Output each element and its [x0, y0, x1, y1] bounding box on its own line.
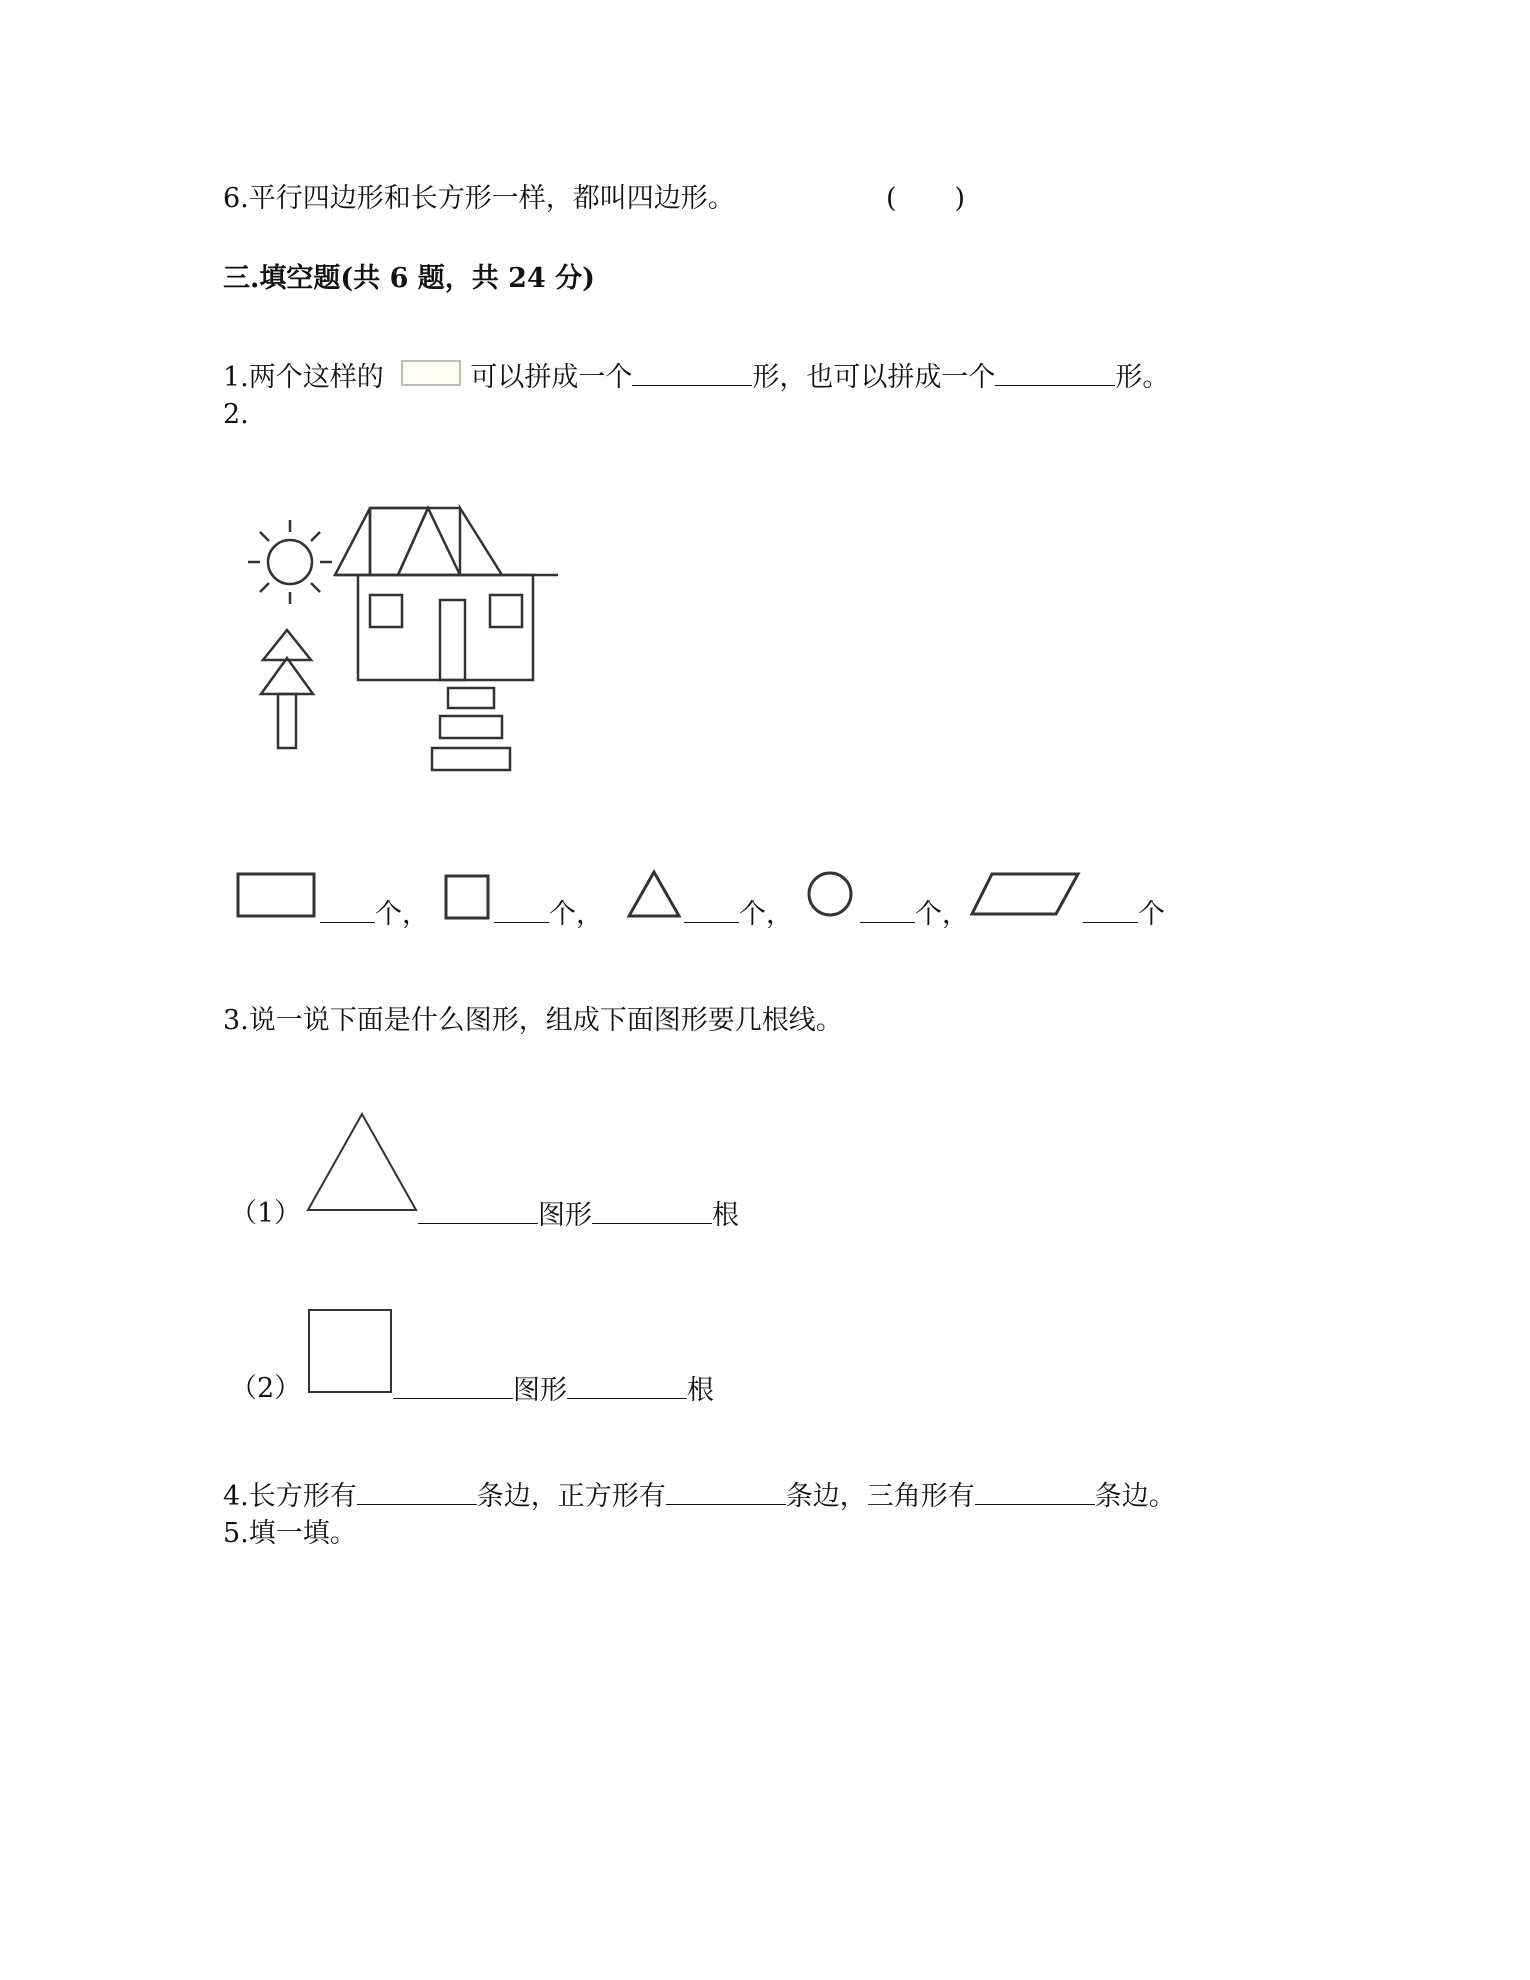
fill4-blank-3[interactable]	[975, 1478, 1095, 1505]
triangle-icon	[629, 872, 679, 916]
fill4-p2: 条边，正方形有	[476, 1481, 666, 1512]
count-unit: 个，	[375, 899, 429, 930]
count-item-1	[320, 896, 429, 932]
fill3-item2-mid: 图形	[513, 1375, 567, 1406]
square-icon	[446, 876, 488, 918]
section-title	[223, 262, 595, 296]
question-6-text: 6.平行四边形和长方形一样，都叫四边形。	[223, 183, 735, 214]
count-blank-triangle[interactable]	[684, 896, 739, 923]
square-icon	[309, 1310, 391, 1392]
fill-question-1	[223, 359, 1169, 395]
fill3-item2-square	[306, 1307, 394, 1395]
small-rectangle-icon	[400, 359, 462, 389]
fill4-blank-2[interactable]	[666, 1478, 786, 1505]
fill3-item1-triangle	[304, 1110, 420, 1214]
paren-close: )	[954, 183, 966, 214]
fill1-blank-1[interactable]	[632, 359, 752, 386]
fill3-item1-shape-blank[interactable]	[418, 1197, 538, 1224]
fill4-p1: 4.长方形有	[223, 1481, 357, 1512]
fill4-p4: 条边。	[1094, 1481, 1176, 1512]
fill3-item1-end: 根	[712, 1200, 739, 1231]
fill2-number: 2.	[223, 399, 249, 430]
fill3-item2	[230, 1372, 301, 1406]
count-blank-parallelogram[interactable]	[1083, 896, 1138, 923]
count-item-2	[494, 896, 603, 932]
fill3-item1-answer	[418, 1197, 739, 1233]
circle-icon	[809, 873, 851, 915]
fill3-item1-label: （1）	[230, 1198, 302, 1229]
fill3-item1-count-blank[interactable]	[592, 1197, 712, 1224]
fill-question-2-number	[223, 398, 249, 432]
parallelogram-icon	[972, 874, 1078, 914]
count-blank-square[interactable]	[494, 896, 549, 923]
fill3-item1	[230, 1197, 301, 1231]
count-item-3	[684, 896, 793, 932]
triangle-icon	[308, 1114, 416, 1210]
fill3-text: 3.说一说下面是什么图形，组成下面图形要几根线。	[223, 1005, 843, 1036]
paren-open: (	[886, 183, 897, 214]
count-unit: 个	[1138, 899, 1165, 930]
sun-icon	[248, 520, 332, 604]
question-6	[223, 182, 735, 216]
fill3-item2-count-blank[interactable]	[567, 1372, 687, 1399]
fill-question-5	[223, 1517, 357, 1551]
fill4-blank-1[interactable]	[357, 1478, 477, 1505]
fill-question-3	[223, 1004, 843, 1038]
count-item-5	[1083, 896, 1165, 932]
fill1-prefix: 1.两个这样的	[223, 362, 384, 393]
fill-question-4	[223, 1478, 1176, 1514]
fill1-blank-2[interactable]	[995, 359, 1115, 386]
count-blank-rectangle[interactable]	[320, 896, 375, 923]
fill5-text: 5.填一填。	[223, 1518, 357, 1549]
shapes-picture	[240, 500, 570, 790]
house-icon	[335, 508, 558, 770]
count-unit: 个，	[549, 899, 603, 930]
rectangle-icon	[238, 874, 314, 916]
count-unit: 个，	[915, 899, 969, 930]
fill3-item2-label: （2）	[230, 1373, 302, 1404]
fill3-item1-mid: 图形	[538, 1200, 592, 1231]
fill3-item2-shape-blank[interactable]	[393, 1372, 513, 1399]
fill1-middle1: 可以拼成一个	[470, 362, 633, 393]
fill3-item2-end: 根	[687, 1375, 714, 1406]
fill1-middle2: 形，也可以拼成一个	[752, 362, 996, 393]
count-unit: 个，	[739, 899, 793, 930]
count-blank-circle[interactable]	[860, 896, 915, 923]
count-item-4	[860, 896, 969, 932]
fill1-suffix: 形。	[1115, 362, 1170, 393]
fill4-p3: 条边，三角形有	[785, 1481, 975, 1512]
answer-parentheses	[886, 182, 965, 216]
fill3-item2-answer	[393, 1372, 714, 1408]
section-title-text: 三.填空题(共 6 题，共 24 分)	[223, 263, 595, 294]
tree-icon	[261, 630, 313, 748]
